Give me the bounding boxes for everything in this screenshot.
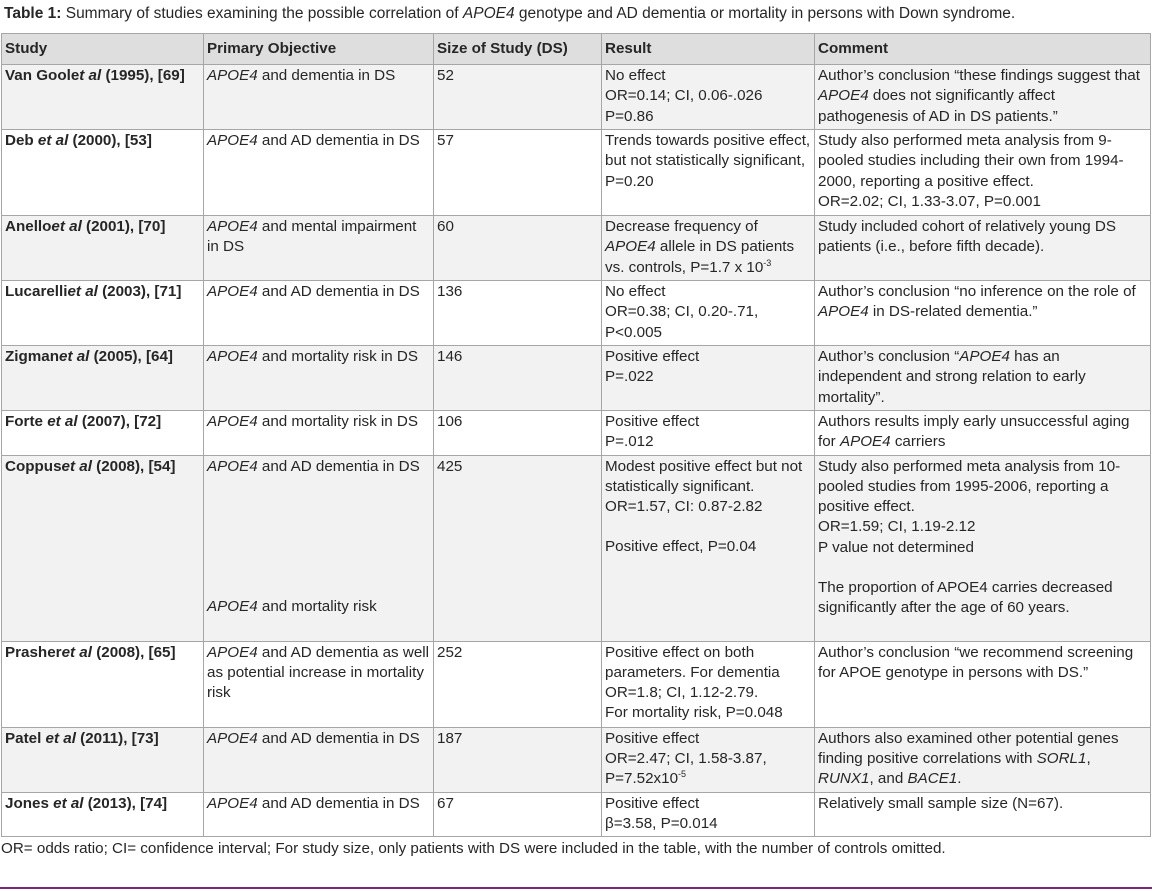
header-size: Size of Study (DS) bbox=[434, 34, 602, 65]
objective-cell: APOE4 and AD dementia in DS bbox=[204, 130, 434, 216]
study-cell: Forte et al (2007), [72] bbox=[2, 411, 204, 456]
caption-text-2: genotype and AD dementia or mortality in persons with Down syndrome. bbox=[514, 5, 1016, 22]
size-cell: 425 bbox=[434, 455, 602, 641]
objective-cell: APOE4 and AD dementia in DS bbox=[204, 281, 434, 346]
study-cell: Deb et al (2000), [53] bbox=[2, 130, 204, 216]
study-cell: Patel et al (2011), [73] bbox=[2, 727, 204, 792]
comment-cell: Authors also examined other potential genes finding positive correlations with SORL1, RUNX1, and BACE1. bbox=[815, 727, 1151, 792]
comment-cell: Author’s conclusion “no inference on the role of APOE4 in DS-related dementia.” bbox=[815, 281, 1151, 346]
caption-label: Table 1: bbox=[4, 5, 62, 22]
result-cell: Decrease frequency of APOE4 allele in DS patients vs. controls, P=1.7 x $10^{-3}$ bbox=[602, 216, 815, 281]
study-cell: Anelloet al (2001), [70] bbox=[2, 216, 204, 281]
header-study: Study bbox=[2, 34, 204, 65]
caption-gene: APOE4 bbox=[462, 5, 515, 22]
objective-cell: APOE4 and mortality risk in DS bbox=[204, 411, 434, 456]
comment-cell: Author’s conclusion “APOE4 has an independent and strong relation to early mortality”. bbox=[815, 346, 1151, 411]
studies-table bbox=[1, 33, 1151, 837]
table-row bbox=[2, 792, 1151, 837]
table-caption bbox=[4, 5, 1015, 23]
header-comment: Comment bbox=[815, 34, 1151, 65]
table-footnote: OR= odds ratio; CI= confidence interval; For study size, only patients with DS were included in the table, with the number of controls omitted. bbox=[1, 840, 946, 857]
table-row bbox=[2, 130, 1151, 216]
comment-cell: Author’s conclusion “these findings suggest that APOE4 does not significantly affect pathogenesis of AD in DS patients.” bbox=[815, 65, 1151, 130]
size-cell: 136 bbox=[434, 281, 602, 346]
study-cell: Jones et al (2013), [74] bbox=[2, 792, 204, 837]
caption-text-1: Summary of studies examining the possible correlation of bbox=[61, 5, 463, 22]
result-cell: Trends towards positive effect, but not statistically significant, P=0.20 bbox=[602, 130, 815, 216]
divider-rule bbox=[0, 887, 1152, 889]
objective-cell: APOE4 and AD dementia as well as potential increase in mortality risk bbox=[204, 641, 434, 727]
comment-cell: Relatively small sample size (N=67). bbox=[815, 792, 1151, 837]
header-result: Result bbox=[602, 34, 815, 65]
size-cell: 106 bbox=[434, 411, 602, 456]
header-row bbox=[2, 34, 1151, 65]
study-cell: Coppuset al (2008), [54] bbox=[2, 455, 204, 641]
study-cell: Van Goolet al (1995), [69] bbox=[2, 65, 204, 130]
comment-cell: Study also performed meta analysis from 10-pooled studies from 1995-2006, reporting a positive effect. OR=1.59; CI, 1.19-2.12 P value not determined The proportion of APOE4 carries decreased significantly after the age of 60 years. bbox=[815, 455, 1151, 641]
size-cell: 252 bbox=[434, 641, 602, 727]
result-cell: No effect OR=0.14; CI, 0.06-.026 P=0.86 bbox=[602, 65, 815, 130]
size-cell: 60 bbox=[434, 216, 602, 281]
objective-cell: APOE4 and mental impairment in DS bbox=[204, 216, 434, 281]
table-row bbox=[2, 216, 1151, 281]
objective-cell: APOE4 and AD dementia in DS bbox=[204, 727, 434, 792]
header-objective: Primary Objective bbox=[204, 34, 434, 65]
result-cell: Positive effect P=.022 bbox=[602, 346, 815, 411]
comment-cell: Study included cohort of relatively young DS patients (i.e., before fifth decade). bbox=[815, 216, 1151, 281]
table-row bbox=[2, 411, 1151, 456]
study-cell: Lucarelliet al (2003), [71] bbox=[2, 281, 204, 346]
size-cell: 146 bbox=[434, 346, 602, 411]
result-cell: Modest positive effect but not statistically significant. OR=1.57, CI: 0.87-2.82 Positive effect, P=0.04 bbox=[602, 455, 815, 641]
objective-cell: APOE4 and dementia in DS bbox=[204, 65, 434, 130]
size-cell: 187 bbox=[434, 727, 602, 792]
size-cell: 52 bbox=[434, 65, 602, 130]
objective-cell: APOE4 and AD dementia in DS APOE4 and mortality risk bbox=[204, 455, 434, 641]
table-row bbox=[2, 281, 1151, 346]
study-cell: Zigmanet al (2005), [64] bbox=[2, 346, 204, 411]
result-cell: Positive effect β=3.58, P=0.014 bbox=[602, 792, 815, 837]
comment-cell: Author’s conclusion “we recommend screening for APOE genotype in persons with DS.” bbox=[815, 641, 1151, 727]
result-cell: Positive effect on both parameters. For dementia OR=1.8; CI, 1.12-2.79. For mortality risk, P=0.048 bbox=[602, 641, 815, 727]
table-row bbox=[2, 727, 1151, 792]
result-cell: No effect OR=0.38; CI, 0.20-.71, P<0.005 bbox=[602, 281, 815, 346]
study-cell: Prasheret al (2008), [65] bbox=[2, 641, 204, 727]
result-cell: Positive effect OR=2.47; CI, 1.58-3.87, $P=7.52x10^{-5}$ bbox=[602, 727, 815, 792]
comment-cell: Study also performed meta analysis from 9-pooled studies including their own from 1994-2000, reporting a positive effect. OR=2.02; CI, 1.33-3.07, P=0.001 bbox=[815, 130, 1151, 216]
objective-cell: APOE4 and mortality risk in DS bbox=[204, 346, 434, 411]
size-cell: 57 bbox=[434, 130, 602, 216]
comment-cell: Authors results imply early unsuccessful aging for APOE4 carriers bbox=[815, 411, 1151, 456]
result-cell: Positive effect P=.012 bbox=[602, 411, 815, 456]
table-row bbox=[2, 65, 1151, 130]
table-row bbox=[2, 346, 1151, 411]
table-row bbox=[2, 641, 1151, 727]
size-cell: 67 bbox=[434, 792, 602, 837]
table-row bbox=[2, 455, 1151, 641]
objective-cell: APOE4 and AD dementia in DS bbox=[204, 792, 434, 837]
